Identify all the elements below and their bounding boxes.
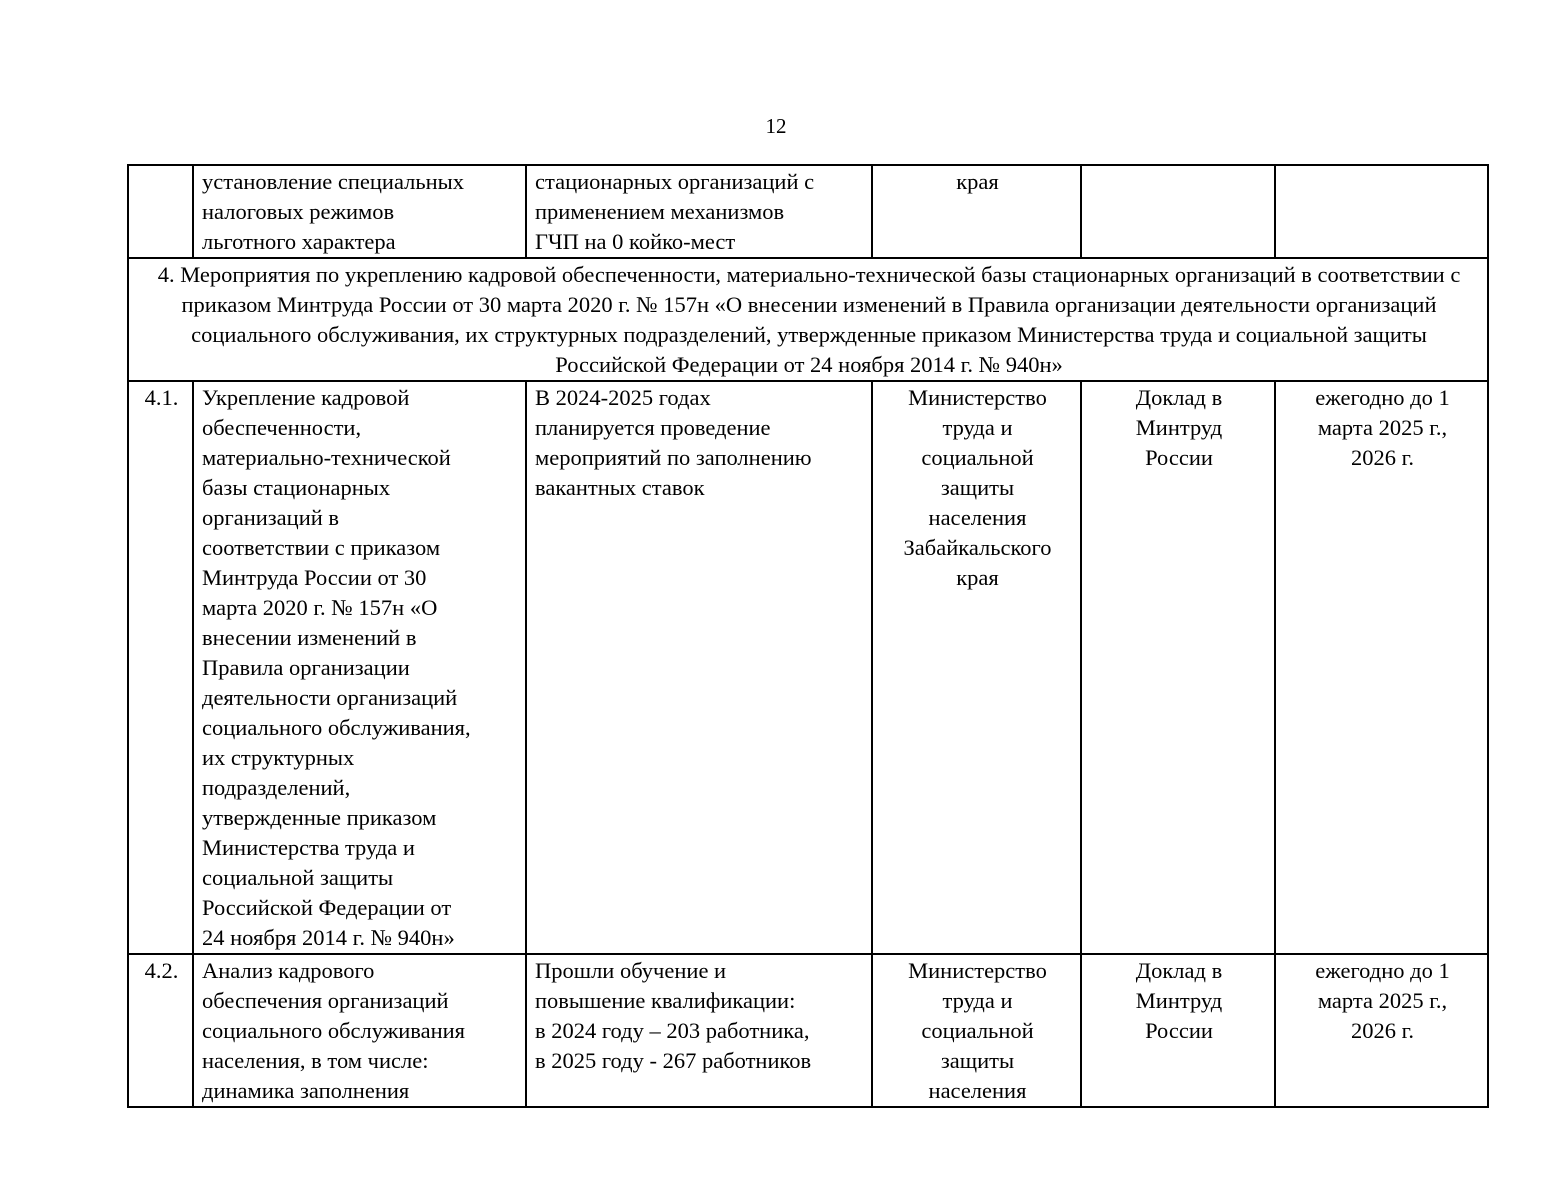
report-cell: Доклад в Минтруд России xyxy=(1081,954,1275,1107)
row-number: 4.1. xyxy=(128,381,193,954)
table-row xyxy=(128,165,1488,258)
result-cell: стационарных организаций с применением механизмов ГЧП на 0 койко-мест xyxy=(526,165,872,258)
result-cell: В 2024-2025 годах планируется проведение мероприятий по заполнению вакантных ставок xyxy=(526,381,872,954)
result-cell: Прошли обучение и повышение квалификации: в 2024 году – 203 работника, в 2025 году - 267 работников xyxy=(526,954,872,1107)
section-title: 4. Мероприятия по укреплению кадровой обеспеченности, материально-технической базы стационарных организаций в соответствии с приказом Минтруда России от 30 марта 2020 г. № 157н «О внесении изменений в Правила организации деятельности организаций социального обслуживания, их структурных подразделений, утвержденные приказом Министерства труда и социальной защиты Российской Федерации от 24 ноября 2014 г. № 940н» xyxy=(128,258,1488,381)
report-cell: Доклад в Минтруд России xyxy=(1081,381,1275,954)
section-header-row xyxy=(128,258,1488,381)
event-cell: установление специальных налоговых режимов льготного характера xyxy=(193,165,526,258)
plan-table xyxy=(127,164,1489,1108)
report-cell xyxy=(1081,165,1275,258)
row-number xyxy=(128,165,193,258)
row-number: 4.2. xyxy=(128,954,193,1107)
deadline-cell: ежегодно до 1 марта 2025 г., 2026 г. xyxy=(1275,381,1488,954)
table-row xyxy=(128,954,1488,1107)
responsible-cell: Министерство труда и социальной защиты населения Забайкальского края xyxy=(872,381,1081,954)
deadline-cell xyxy=(1275,165,1488,258)
deadline-cell: ежегодно до 1 марта 2025 г., 2026 г. xyxy=(1275,954,1488,1107)
event-cell: Анализ кадрового обеспечения организаций социального обслуживания населения, в том числе: динамика заполнения xyxy=(193,954,526,1107)
responsible-cell: края xyxy=(872,165,1081,258)
page-number: 12 xyxy=(765,114,787,138)
table-row xyxy=(128,381,1488,954)
event-cell: Укрепление кадровой обеспеченности, материально-технической базы стационарных организаций в соответствии с приказом Минтруда России от 30 марта 2020 г. № 157н «О внесении изменений в Правила организации деятельности организаций социального обслуживания, их структурных подразделений, утвержденные приказом Министерства труда и социальной защиты Российской Федерации от 24 ноября 2014 г. № 940н» xyxy=(193,381,526,954)
responsible-cell: Министерство труда и социальной защиты населения xyxy=(872,954,1081,1107)
